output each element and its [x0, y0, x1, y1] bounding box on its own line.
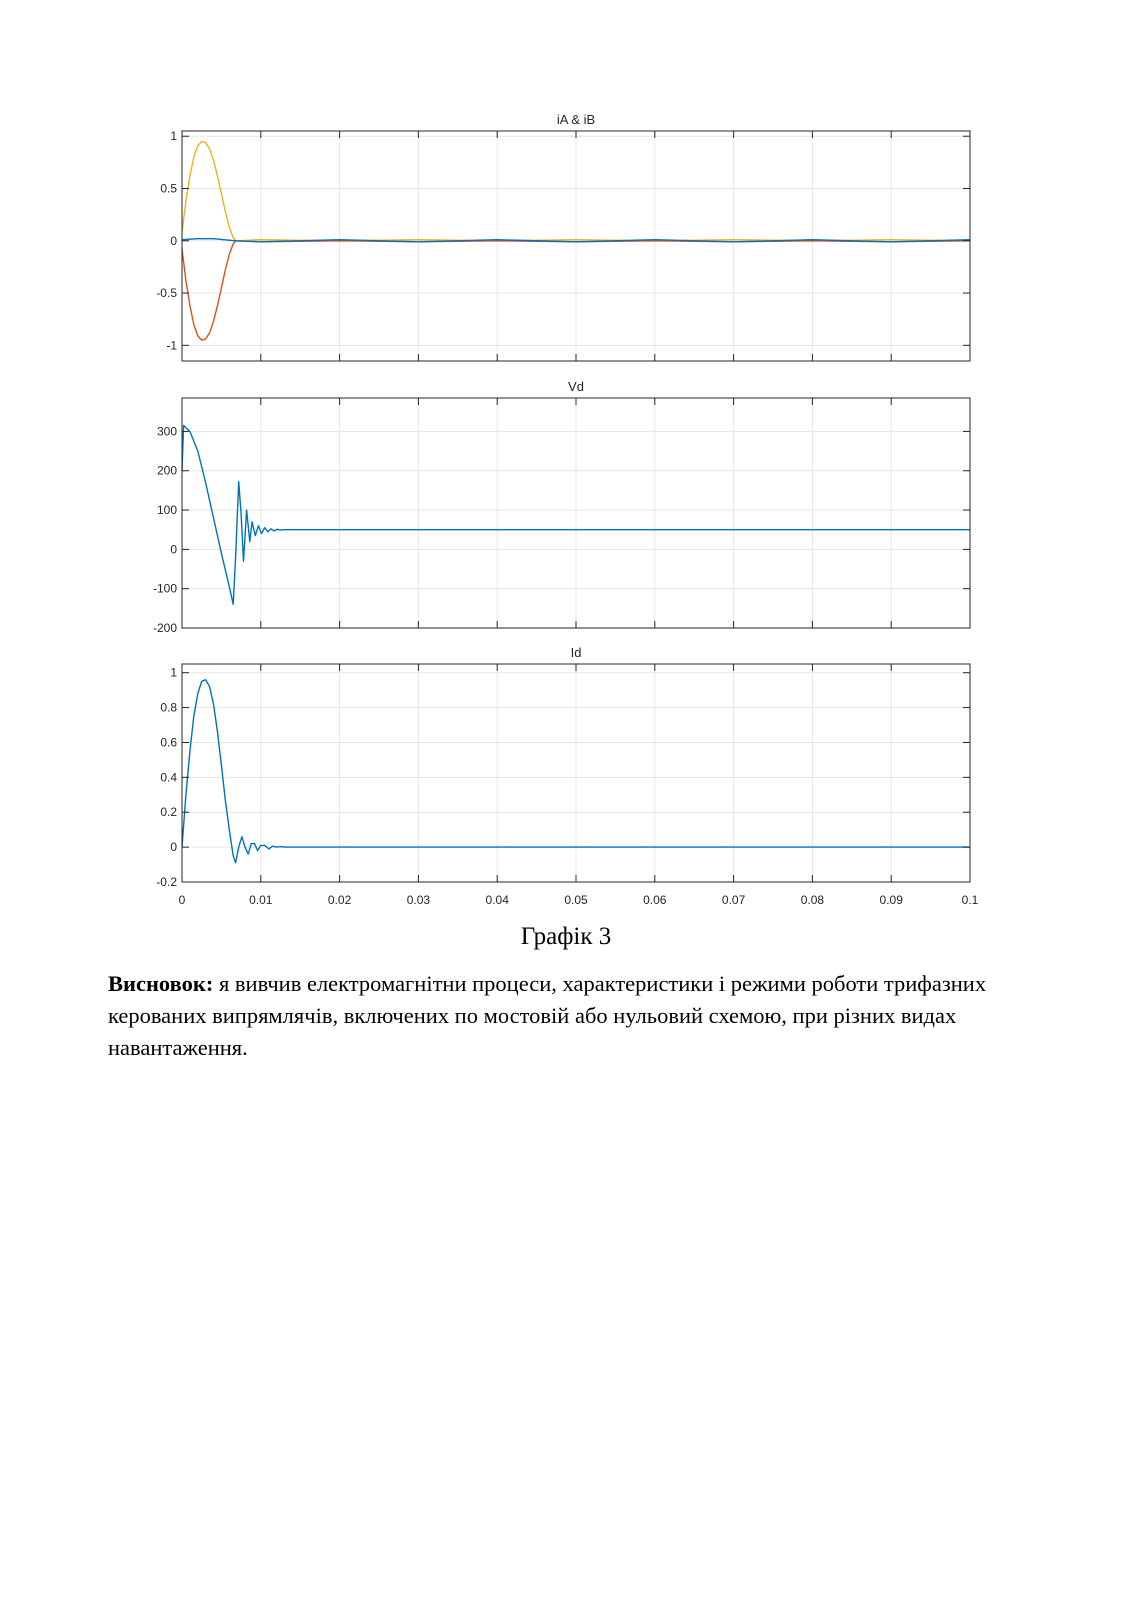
figure-caption: Графік 3: [520, 923, 612, 950]
plot-title: Vd: [568, 379, 584, 394]
y-tick-label: 0: [170, 840, 177, 855]
x-tick-label: 0.07: [721, 893, 746, 907]
y-tick-label: 0: [170, 542, 177, 557]
y-tick-label: 1: [170, 129, 177, 144]
y-tick-label: 1: [170, 665, 177, 680]
y-tick-label: -200: [152, 621, 177, 635]
y-tick-label: 0.5: [160, 181, 177, 196]
y-tick-label: 0.6: [160, 735, 177, 750]
x-tick-label: 0.04: [485, 893, 509, 907]
x-tick-label: 0.01: [249, 893, 273, 907]
y-tick-label: 0.8: [160, 700, 177, 715]
plot-1: [153, 379, 970, 635]
plot-title: iA & iB: [556, 112, 596, 127]
conclusion-text: я вивчив електромагнітни процеси, характеристики і режими роботи трифазних керованих випрямлячів, включених по мостовій або нульовий схемою, при різних видах навантаження.: [108, 971, 987, 1060]
y-tick-label: -100: [152, 581, 177, 596]
conclusion-label: Висновок:: [108, 971, 214, 996]
x-tick-label: 0.09: [879, 893, 903, 907]
x-tick-label: 0.05: [564, 893, 588, 907]
x-tick-label: 0: [178, 893, 186, 907]
x-tick-label: 0.02: [327, 893, 352, 907]
x-tick-label: 0.06: [643, 893, 667, 907]
y-tick-label: 0.2: [160, 805, 177, 820]
y-tick-label: 0.4: [160, 770, 177, 785]
plot-title: Id: [570, 645, 582, 660]
conclusion-paragraph: [108, 968, 1048, 1064]
plot-2: [156, 645, 978, 907]
y-tick-label: 100: [156, 503, 177, 518]
y-tick-label: 200: [156, 463, 177, 478]
y-tick-label: -0.2: [156, 875, 177, 889]
y-tick-label: 300: [156, 424, 177, 439]
y-tick-label: 0: [170, 233, 177, 248]
x-tick-label: 0.1: [961, 893, 979, 907]
plot-0: [156, 112, 970, 361]
y-tick-label: -0.5: [156, 286, 177, 301]
y-tick-label: -1: [166, 338, 177, 353]
x-tick-label: 0.08: [800, 893, 825, 907]
x-tick-label: 0.03: [406, 893, 431, 907]
